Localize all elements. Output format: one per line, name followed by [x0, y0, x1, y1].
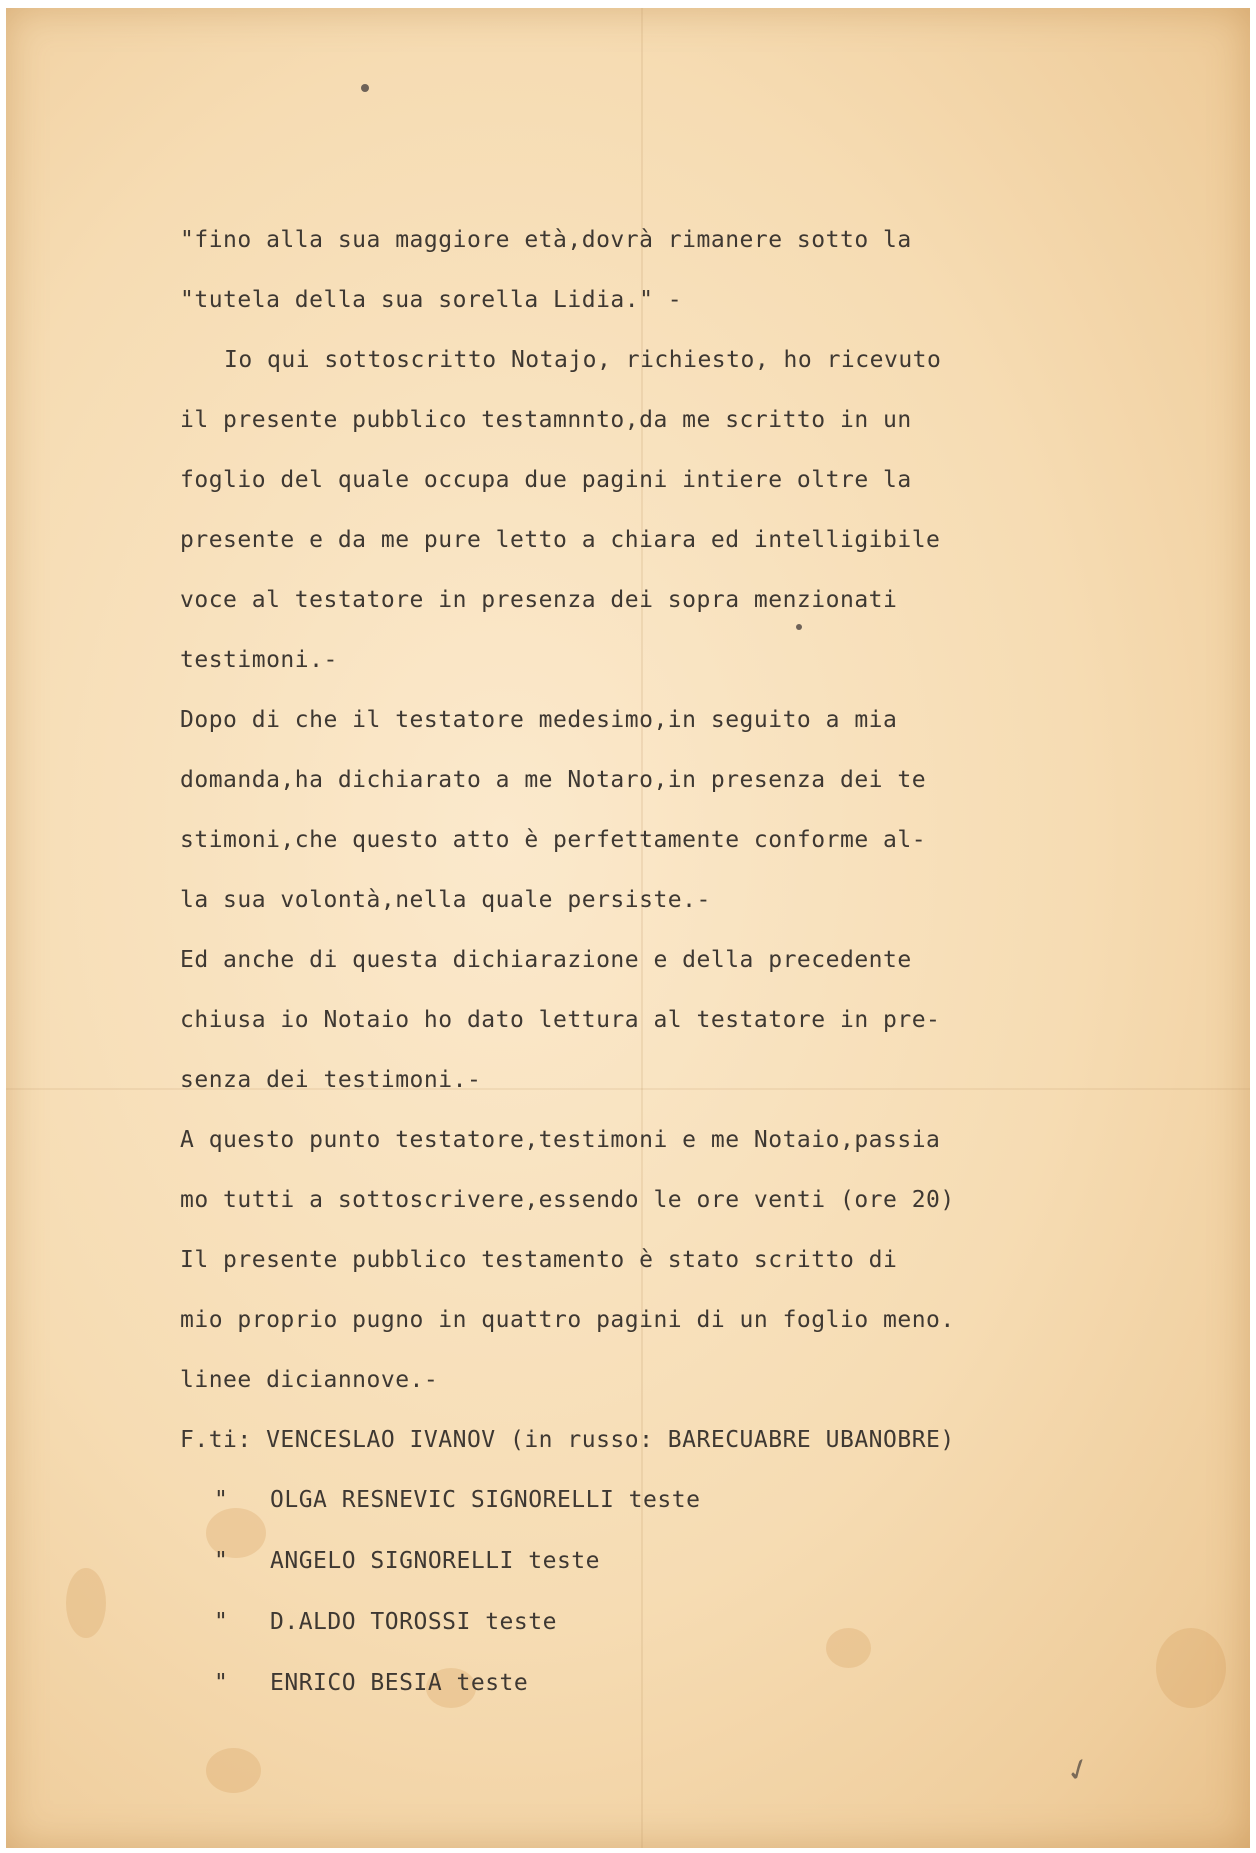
ditto-mark: "	[214, 1609, 229, 1635]
text-line: mio proprio pugno in quattro pagini di un foglio meno.	[180, 1307, 955, 1333]
text-line: presente e da me pure letto a chiara ed intelligibile	[180, 527, 941, 553]
text-line: senza dei testimoni.-	[180, 1067, 482, 1093]
signatory-name: ENRICO BESIA teste	[270, 1670, 529, 1696]
text-line: "tutela della sua sorella Lidia." -	[180, 287, 683, 313]
text-line: Il presente pubblico testamento è stato scritto di	[180, 1247, 898, 1273]
signatory-name: ANGELO SIGNORELLI teste	[270, 1548, 600, 1574]
text-line: la sua volontà,nella quale persiste.-	[180, 887, 711, 913]
signatory-line	[180, 1470, 955, 1531]
ink-dot	[361, 84, 369, 92]
signature-header-line: F.ti: VENCESLAO IVANOV (in russo: BARECUABRE UBANOBRE)	[180, 1427, 955, 1453]
stain-spot	[206, 1748, 261, 1793]
text-line: stimoni,che questo atto è perfettamente conforme al-	[180, 827, 927, 853]
text-line: voce al testatore in presenza dei sopra menzionati	[180, 587, 898, 613]
signatory-name: D.ALDO TOROSSI teste	[270, 1609, 557, 1635]
ditto-mark: "	[214, 1670, 229, 1696]
text-line: chiusa io Notaio ho dato lettura al testatore in pre-	[180, 1007, 941, 1033]
typed-text-block	[180, 210, 955, 1714]
stain-spot	[1156, 1628, 1226, 1708]
text-line: il presente pubblico testamnnto,da me scritto in un	[180, 407, 912, 433]
text-line: Dopo di che il testatore medesimo,in seguito a mia	[180, 707, 898, 733]
text-line: Io qui sottoscritto Notajo, richiesto, ho ricevuto	[224, 347, 942, 373]
text-line: A questo punto testatore,testimoni e me Notaio,passia	[180, 1127, 941, 1153]
text-line: foglio del quale occupa due pagini intiere oltre la	[180, 467, 912, 493]
text-line: Ed anche di questa dichiarazione e della precedente	[180, 947, 912, 973]
signatory-name: OLGA RESNEVIC SIGNORELLI teste	[270, 1487, 701, 1513]
text-line: domanda,ha dichiarato a me Notaro,in presenza dei te	[180, 767, 927, 793]
text-line: testimoni.-	[180, 647, 338, 673]
text-line: mo tutti a sottoscrivere,essendo le ore venti (ore 20)	[180, 1187, 955, 1213]
signatory-line	[180, 1531, 955, 1592]
text-line: linee diciannove.-	[180, 1367, 439, 1393]
ditto-mark: "	[214, 1548, 229, 1574]
text-line: "fino alla sua maggiore età,dovrà rimanere sotto la	[180, 227, 912, 253]
signatory-line	[180, 1592, 955, 1653]
signatory-line	[180, 1653, 955, 1714]
pencil-check-mark: ✓	[1060, 1749, 1097, 1792]
stain-spot	[66, 1568, 106, 1638]
ditto-mark: "	[214, 1487, 229, 1513]
